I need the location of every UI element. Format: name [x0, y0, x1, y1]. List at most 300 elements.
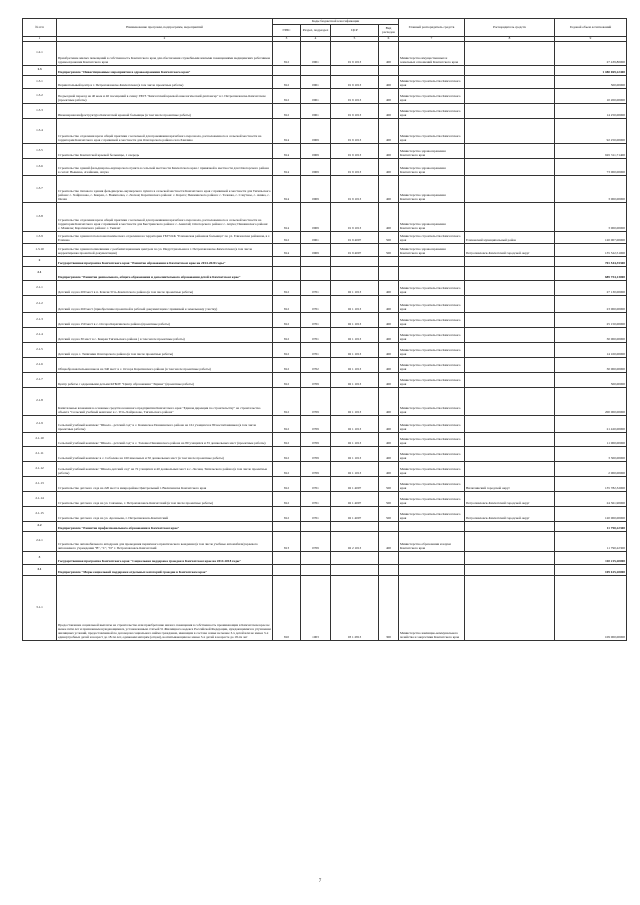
row-vr: 400: [379, 461, 399, 476]
row-grbs: 812: [273, 491, 301, 506]
row-grbs: 814: [273, 143, 301, 158]
row-recipient: [465, 312, 555, 327]
table-header: [23, 19, 627, 42]
row-section: 0901: [301, 103, 331, 118]
table-row: [23, 118, 627, 143]
table-row: [23, 266, 627, 280]
row-name: Общеобразовательная школа на 340 мест в с. Оссора Карагинского района (в том числе проектные работы): [57, 357, 273, 372]
row-name: Сельский учебный комплекс в с. Соболево на 160 школьных и 50 дошкольных мест (в том числе проектные работы): [57, 446, 273, 461]
row-vr: 400: [379, 41, 399, 65]
row-amount: 120 007,00000: [555, 231, 627, 243]
row-section: [301, 266, 331, 280]
row-csr: [331, 65, 379, 75]
row-name: Предоставление социальной выплаты на строительство или приобретение жилого помещения в собственность проживающим в Камчатском крае не менее пяти лет и признанным нуждающимися, установленным статьей 51 Жилищного кодекса Российской Федерации, нуждающимися в улучшении жилищных условий, предоставляемой по договорам социального найма гражданам, имеющим в составе семьи не менее 3-х детей или не менее 3-х единоутробных детей и возраст до 18-ти лет, одиноким матерям (отцам), воспитывающим не менее 3-х детей в возрасте до 18-ти лет: [57, 575, 273, 640]
row-amount: 25 150,00000: [555, 312, 627, 327]
table-row: [23, 491, 627, 506]
row-number: 1.3.4: [23, 118, 57, 143]
row-number: 2.1.8: [23, 387, 57, 415]
row-main-manager: Министерство строительства Камчатского края: [399, 295, 465, 312]
row-main-manager: [399, 256, 465, 266]
row-recipient: [465, 103, 555, 118]
row-csr: 02 1 1013: [331, 295, 379, 312]
row-main-manager: Министерство имущественных и земельных отношений Камчатского края: [399, 41, 465, 65]
row-section: 0901: [301, 41, 331, 65]
table-row: [23, 387, 627, 415]
row-section: 0709: [301, 432, 331, 446]
row-amount: 109 615,20000: [555, 564, 627, 575]
row-number: 1.3.6: [23, 158, 57, 175]
table-row: [23, 41, 627, 65]
row-grbs: 814: [273, 158, 301, 175]
document-page: [22, 18, 626, 641]
row-name: Строительство детского сада на ул. Арсеньева, г. Петропавловск-Камчатский: [57, 506, 273, 521]
row-name: Строительство детского сада на 220 мест в микрорайоне Центральный г. Вилючинска Камчатского края: [57, 476, 273, 491]
row-recipient: [465, 118, 555, 143]
row-csr: 01 9 4007: [331, 243, 379, 256]
row-csr: 02 1 1013: [331, 280, 379, 295]
row-number: 2.1.11: [23, 446, 57, 461]
row-main-manager: Министерство строительства Камчатского края: [399, 75, 465, 88]
table-row: [23, 312, 627, 327]
row-grbs: 812: [273, 327, 301, 342]
row-vr: 500: [379, 476, 399, 491]
row-section: [301, 564, 331, 575]
row-recipient: [465, 387, 555, 415]
table-row: [23, 327, 627, 342]
row-grbs: 812: [273, 415, 301, 432]
row-main-manager: Министерство строительства Камчатского края: [399, 312, 465, 327]
row-main-manager: Министерство здравоохранения Камчатского края: [399, 202, 465, 231]
row-main-manager: Министерство строительства Камчатского края: [399, 432, 465, 446]
row-section: 0901: [301, 88, 331, 103]
row-vr: 400: [379, 372, 399, 387]
row-section: 0709: [301, 531, 331, 551]
row-name: Инженерная инфраструктура Камчатской краевой больницы (в том числе проектные работы): [57, 103, 273, 118]
idx-cell: 1: [23, 37, 57, 42]
row-amount: 110 215,20000: [555, 551, 627, 564]
row-vr: 400: [379, 143, 399, 158]
row-number: 2.1.4: [23, 327, 57, 342]
row-vr: 400: [379, 295, 399, 312]
row-recipient: [465, 446, 555, 461]
row-number: 2.1.3: [23, 312, 57, 327]
row-name: Подпрограмма "Меры социальной поддержки отдельных категорий граждан в Камчатском крае": [57, 564, 273, 575]
header-grbs: ГРБС: [273, 25, 301, 37]
row-csr: [331, 564, 379, 575]
row-csr: 01 9 4007: [331, 231, 379, 243]
row-section: 1003: [301, 575, 331, 640]
row-recipient: Петропавловск-Камчатский городской округ: [465, 243, 555, 256]
row-csr: [331, 266, 379, 280]
row-grbs: 812: [273, 103, 301, 118]
row-grbs: 812: [273, 342, 301, 357]
row-main-manager: Министерство строительства Камчатского края: [399, 446, 465, 461]
row-grbs: 812: [273, 75, 301, 88]
row-name: Строительство Камчатской краевой больницы, 1 очередь: [57, 143, 273, 158]
row-csr: 03 1 2813: [331, 575, 379, 640]
idx-cell: 8: [465, 37, 555, 42]
table-row: [23, 461, 627, 476]
row-recipient: [465, 461, 555, 476]
row-vr: 400: [379, 446, 399, 461]
row-amount: 135 522,51000: [555, 243, 627, 256]
row-main-manager: Министерство строительства Камчатского края: [399, 342, 465, 357]
row-main-manager: Министерство строительства Камчатского края: [399, 118, 465, 143]
row-name: Подпрограмма "Развитие дошкольного, общего образования и дополнительного образования детей в Камчатском крае": [57, 266, 273, 280]
row-name: Детский сад на 200 мест в п. Ключи Усть-Камчатского района (в том числе проектные работы): [57, 280, 273, 295]
row-number: 1.3.2: [23, 88, 57, 103]
row-amount: 11 790,22300: [555, 521, 627, 531]
row-vr: [379, 551, 399, 564]
row-amount: 3 000,00000: [555, 202, 627, 231]
row-vr: 500: [379, 491, 399, 506]
row-vr: [379, 65, 399, 75]
row-main-manager: Министерство строительства Камчатского края: [399, 327, 465, 342]
row-number: 2.2: [23, 521, 57, 531]
row-number: 2.1.6: [23, 357, 57, 372]
row-vr: 400: [379, 175, 399, 202]
row-vr: 400: [379, 202, 399, 231]
row-name: Детский сад на 260 мест (приобретение проектной и рабочей документации с привязкой к земельному участку): [57, 295, 273, 312]
row-csr: 01 9 1013: [331, 118, 379, 143]
row-recipient: [465, 202, 555, 231]
row-section: 0909: [301, 202, 331, 231]
table-row: [23, 357, 627, 372]
row-vr: [379, 266, 399, 280]
row-vr: 500: [379, 243, 399, 256]
row-grbs: 812: [273, 372, 301, 387]
row-number: 1.3.7: [23, 175, 57, 202]
row-vr: 300: [379, 575, 399, 640]
row-main-manager: Министерство здравоохранения Камчатского края: [399, 175, 465, 202]
row-main-manager: Министерство строительства Камчатского края: [399, 372, 465, 387]
row-csr: 01 9 1013: [331, 75, 379, 88]
row-csr: 01 9 1013: [331, 143, 379, 158]
row-vr: 400: [379, 312, 399, 327]
idx-cell: 9: [555, 37, 627, 42]
row-grbs: [273, 65, 301, 75]
table-row: [23, 280, 627, 295]
row-section: 0701: [301, 476, 331, 491]
row-amount: 1 480 069,22400: [555, 65, 627, 75]
row-amount: 14 100,00000: [555, 342, 627, 357]
row-amount: 500,00000: [555, 372, 627, 387]
header-name: Наименование программ, подпрограмм, мероприятий: [57, 19, 273, 37]
row-main-manager: Министерство строительства Камчатского края: [399, 415, 465, 432]
row-amount: 21 420,00000: [555, 415, 627, 432]
row-vr: [379, 521, 399, 531]
row-vr: [379, 564, 399, 575]
row-section: 0909: [301, 143, 331, 158]
row-main-manager: Министерство строительства Камчатского края: [399, 88, 465, 103]
row-main-manager: Министерство строительства Камчатского края: [399, 387, 465, 415]
row-name: Подпрограмма "Инвестиционные мероприятия в здравоохранении Камчатского края": [57, 65, 273, 75]
row-amount: 689 754,13000: [555, 266, 627, 280]
header-section: Раздел, подраздел: [301, 25, 331, 37]
row-vr: 400: [379, 342, 399, 357]
table-row: [23, 202, 627, 231]
row-number: 3: [23, 551, 57, 564]
row-csr: [331, 551, 379, 564]
row-vr: 400: [379, 432, 399, 446]
row-name: Приобретение жилых помещений в собственность Камчатского края для обеспечения служебными жилыми помещениями медицинских работников здравоохранения Камчатского края: [57, 41, 273, 65]
row-grbs: 812: [273, 295, 301, 312]
row-csr: 02 1 1013: [331, 312, 379, 327]
row-name: Детский сад в с. Тиличики Олюторского района (в том числе проектные работы): [57, 342, 273, 357]
table-row: [23, 143, 627, 158]
row-section: 0701: [301, 342, 331, 357]
row-main-manager: [399, 521, 465, 531]
row-grbs: 812: [273, 41, 301, 65]
row-section: 0901: [301, 75, 331, 88]
row-csr: 01 9 1013: [331, 175, 379, 202]
row-amount: 3 000,00000: [555, 175, 627, 202]
table-row: [23, 476, 627, 491]
row-recipient: [465, 41, 555, 65]
row-recipient: [465, 256, 555, 266]
row-recipient: [465, 551, 555, 564]
table-row: [23, 446, 627, 461]
row-csr: 02 1 4007: [331, 506, 379, 521]
row-vr: 400: [379, 280, 399, 295]
row-grbs: 810: [273, 575, 301, 640]
table-row: [23, 256, 627, 266]
row-section: 0701: [301, 280, 331, 295]
row-recipient: [465, 564, 555, 575]
row-vr: 400: [379, 327, 399, 342]
row-number: 2.1.14: [23, 491, 57, 506]
row-grbs: 812: [273, 312, 301, 327]
row-grbs: 812: [273, 280, 301, 295]
row-csr: 01 9 1013: [331, 158, 379, 175]
row-name: Перинатальный центр в г. Петропавловске-Камчатском (в том числе проектные работы): [57, 75, 273, 88]
row-number: 2.1.1: [23, 280, 57, 295]
row-main-manager: [399, 564, 465, 575]
row-recipient: [465, 295, 555, 312]
table-row: [23, 564, 627, 575]
header-main: Главный распорядитель средств: [399, 19, 465, 37]
idx-cell: 3: [273, 37, 301, 42]
row-recipient: [465, 75, 555, 88]
row-number: 2.1.7: [23, 372, 57, 387]
row-name: Подъездной переезд на 40 коек и 40 посещений в смену ГБУЗ "Камчатский краевой онкологический диспансер" в г. Петропавловске-Камчатском (проектные работы): [57, 88, 273, 103]
header-codes: Коды бюджетной классификации: [273, 19, 399, 25]
row-vr: 500: [379, 231, 399, 243]
row-csr: 02 1 1013: [331, 357, 379, 372]
row-number: 2: [23, 256, 57, 266]
row-amount: 3 300,00000: [555, 446, 627, 461]
row-amount: 23 000,00000: [555, 295, 627, 312]
row-amount: 30 000,00000: [555, 357, 627, 372]
row-grbs: 812: [273, 432, 301, 446]
row-amount: 14 250,00000: [555, 103, 627, 118]
table-body: [23, 41, 627, 640]
row-main-manager: Министерство строительства Камчатского края: [399, 491, 465, 506]
row-number: 1.3.8: [23, 202, 57, 231]
row-grbs: 812: [273, 476, 301, 491]
row-main-manager: Министерство строительства Камчатского края: [399, 280, 465, 295]
row-grbs: 814: [273, 175, 301, 202]
row-name: Сельский учебный комплекс "Школа - детский сад" в с. Каменское Пенжинского района на 161 учащихся и 80 воспитанников (в том числе проектные работы): [57, 415, 273, 432]
table-row: [23, 342, 627, 357]
row-number: 1.3.5: [23, 143, 57, 158]
header-vr: Вид расходов: [379, 25, 399, 37]
row-grbs: 812: [273, 357, 301, 372]
table-row: [23, 415, 627, 432]
row-name: Строительство отделения врача общей практики с котельной для проживания врачебного персонала, расположенного в сельской местности на территории Камчатского края с привязкой к местности для Быстринского района: с. Анавгай; Олюторского района: с. Апука; Пенжинского района: с. Манилы; Карагинского района: с. Тымлат: [57, 202, 273, 231]
row-amount: 92 250,00000: [555, 118, 627, 143]
row-section: 0901: [301, 231, 331, 243]
row-csr: 02 1 4007: [331, 491, 379, 506]
row-csr: 02 1 4007: [331, 476, 379, 491]
row-grbs: [273, 521, 301, 531]
row-amount: 701 544,35300: [555, 256, 627, 266]
row-section: 0702: [301, 357, 331, 372]
row-main-manager: Министерство жилищно-коммунального хозяйства и энергетики Камчатского края: [399, 575, 465, 640]
row-grbs: [273, 551, 301, 564]
row-recipient: [465, 575, 555, 640]
row-recipient: Елизовский муниципальный район: [465, 231, 555, 243]
table-row: [23, 506, 627, 521]
row-vr: 500: [379, 506, 399, 521]
row-grbs: 814: [273, 118, 301, 143]
row-amount: 27 130,00000: [555, 280, 627, 295]
row-vr: 400: [379, 88, 399, 103]
row-name: Подпрограмма "Развитие профессионального образования в Камчатском крае": [57, 521, 273, 531]
idx-cell: 6: [379, 37, 399, 42]
row-recipient: [465, 158, 555, 175]
row-recipient: [465, 65, 555, 75]
row-main-manager: Министерство образования и науки Камчатского края: [399, 531, 465, 551]
table-row: [23, 65, 627, 75]
row-grbs: 812: [273, 231, 301, 243]
idx-cell: 2: [57, 37, 273, 42]
row-vr: 400: [379, 357, 399, 372]
row-section: 0701: [301, 312, 331, 327]
row-name: Строительство здания поликлиники с реабилитационным центром по ул. Индустриальная в г. Петропавловске-Камчатском (в том числе корректировка проектной документации): [57, 243, 273, 256]
row-number: 3.1: [23, 564, 57, 575]
row-vr: 400: [379, 103, 399, 118]
row-main-manager: Министерство строительства Камчатского края: [399, 476, 465, 491]
row-main-manager: [399, 65, 465, 75]
idx-cell: 7: [399, 37, 465, 42]
row-number: 2.1.9: [23, 415, 57, 432]
row-amount: 945 311,71400: [555, 143, 627, 158]
row-section: 0701: [301, 491, 331, 506]
row-section: 0709: [301, 461, 331, 476]
row-recipient: [465, 266, 555, 280]
row-amount: 11 790,22300: [555, 531, 627, 551]
row-csr: [331, 256, 379, 266]
row-vr: 400: [379, 75, 399, 88]
row-name: Центр работы с одаренными детьми КГБОУ "Центр образования "Эврика" (проектные работы): [57, 372, 273, 387]
row-grbs: 812: [273, 461, 301, 476]
row-vr: 400: [379, 158, 399, 175]
row-number: 1.2.1: [23, 41, 57, 65]
table-row: [23, 75, 627, 88]
row-number: 3.1.1: [23, 575, 57, 640]
row-grbs: 814: [273, 243, 301, 256]
row-vr: 400: [379, 531, 399, 551]
row-section: 0709: [301, 387, 331, 415]
row-main-manager: Министерство здравоохранения Камчатского края: [399, 158, 465, 175]
row-grbs: 812: [273, 387, 301, 415]
row-section: 0701: [301, 295, 331, 312]
page-number: 7: [318, 879, 322, 884]
row-recipient: [465, 357, 555, 372]
row-csr: 02 1 1013: [331, 327, 379, 342]
table-row: [23, 521, 627, 531]
row-csr: 02 1 1013: [331, 342, 379, 357]
row-recipient: [465, 175, 555, 202]
row-recipient: [465, 531, 555, 551]
row-grbs: 812: [273, 506, 301, 521]
row-amount: 2 000,00000: [555, 461, 627, 476]
row-grbs: [273, 256, 301, 266]
idx-cell: 5: [331, 37, 379, 42]
row-number: 2.1.15: [23, 506, 57, 521]
row-amount: 10 200,00000: [555, 88, 627, 103]
row-main-manager: Министерство строительства Камчатского края: [399, 461, 465, 476]
row-name: Детский сад на 150 мест в с. Оссора Карагинского района (проектные работы): [57, 312, 273, 327]
row-grbs: [273, 266, 301, 280]
header-recipient: Распорядитель средств: [465, 19, 555, 37]
table-row: [23, 551, 627, 564]
row-recipient: [465, 327, 555, 342]
row-main-manager: Министерство строительства Камчатского края: [399, 103, 465, 118]
row-main-manager: Министерство строительства Камчатского края: [399, 231, 465, 243]
row-section: 0709: [301, 446, 331, 461]
row-csr: 02 1 1013: [331, 461, 379, 476]
row-number: 1.3.10: [23, 243, 57, 256]
row-number: 1.3.3: [23, 103, 57, 118]
row-main-manager: Министерство здравоохранения Камчатского края: [399, 143, 465, 158]
header-amount: Годовой объем ассигнований: [555, 19, 627, 37]
row-vr: 400: [379, 387, 399, 415]
row-csr: 01 9 1013: [331, 88, 379, 103]
row-csr: [331, 521, 379, 531]
row-amount: 24 361,90000: [555, 491, 627, 506]
row-grbs: 812: [273, 446, 301, 461]
row-section: [301, 521, 331, 531]
row-recipient: [465, 280, 555, 295]
row-grbs: 814: [273, 202, 301, 231]
row-main-manager: Министерство строительства Камчатского края: [399, 357, 465, 372]
row-section: 0701: [301, 506, 331, 521]
row-name: Строительство здания патологоанатомического отделения на территории ГБУЗ КК "Елизовская районная больница" по ул. Елизовская районная, в г. Елизово: [57, 231, 273, 243]
row-section: 0709: [301, 372, 331, 387]
row-recipient: [465, 372, 555, 387]
row-grbs: [273, 564, 301, 575]
row-name: Строительство зданий фельдшерско-акушерского пункта в сельской местности Камчатского края с привязкой к местности для Олюторского района в селах: Вывенка, Ачайваям, Апука: [57, 158, 273, 175]
row-recipient: [465, 342, 555, 357]
row-recipient: [465, 432, 555, 446]
table-row: [23, 295, 627, 312]
row-amount: 27 439,80000: [555, 41, 627, 65]
row-amount: 73 000,00000: [555, 158, 627, 175]
row-name: Государственная программа Камчатского края "Развитие образования в Камчатском крае на 2014-2020 годы": [57, 256, 273, 266]
row-number: 2.1.12: [23, 461, 57, 476]
row-name: Строительство отделения врача общей практики с котельной для проживания врачебного персонала, расположенного в сельской местности на территории Камчатского края с привязкой к местности для Олюторского района села Хаилино: [57, 118, 273, 143]
row-amount: 500,00000: [555, 75, 627, 88]
row-section: 0701: [301, 327, 331, 342]
row-main-manager: [399, 551, 465, 564]
row-recipient: Петропавловск-Камчатский городской округ: [465, 506, 555, 521]
table-row: [23, 432, 627, 446]
row-csr: 02 1 1013: [331, 432, 379, 446]
row-name: Капитальные вложения в основные средства казенного предприятия Камчатского края "Единая дирекция по строительству" на строительство объекта "Сельский учебный комплекс в с. Усть-Хайрюзово, Тигильского района": [57, 387, 273, 415]
row-vr: [379, 256, 399, 266]
